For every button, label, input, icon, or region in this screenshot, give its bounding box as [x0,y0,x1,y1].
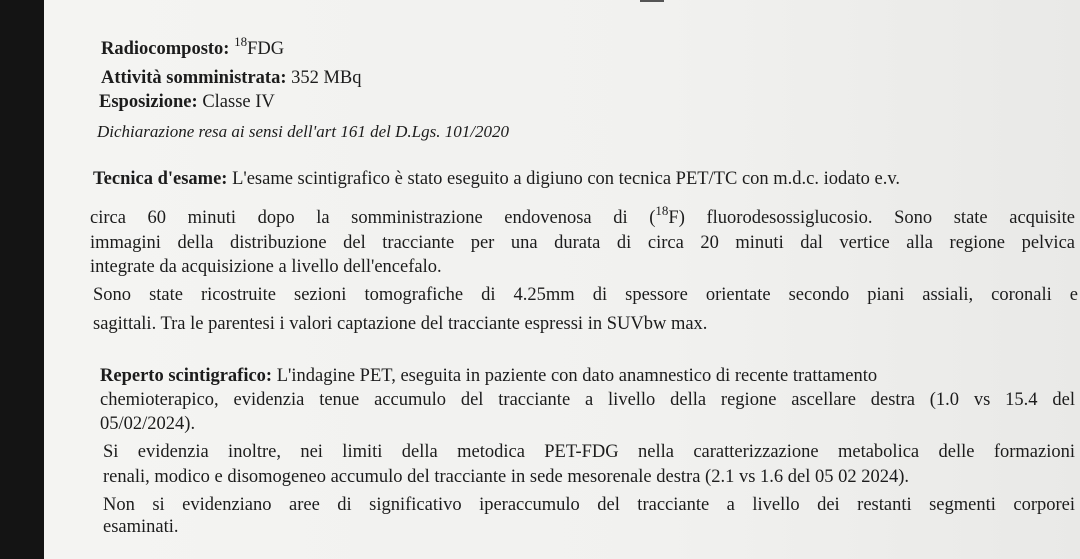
dichiarazione-text: Dichiarazione resa ai sensi dell'art 161 del D.Lgs. 101/2020 [97,122,509,141]
top-rule-line [640,0,664,2]
tecnica-line-4: integrate da acquisizione a livello dell'encefalo. [90,257,442,277]
esposizione-value: Classe IV [202,92,275,112]
esposizione-label: Esposizione: [99,92,198,112]
reperto-line-6: Non si evidenziano aree di significativo iperaccumulo del tracciante a livello dei restanti segmenti corporei [103,495,1075,515]
tecnica-text-1: L'esame scintigrafico è stato eseguito a digiuno con tecnica PET/TC con m.d.c. iodato e.v. [232,169,901,189]
attivita-label: Attività somministrata: [101,68,287,88]
reperto-text-1: L'indagine PET, eseguita in paziente con dato anamnestico di recente trattamento [276,366,878,386]
reperto-line-7: esaminati. [103,517,179,537]
tecnica-line-5: Sono state ricostruite sezioni tomografiche di 4.25mm di spessore orientate secondo piani assiali, coronali e [93,285,1078,305]
radiocomposto-isotope-mass: 18 [234,34,248,49]
tecnica-label: Tecnica d'esame: [93,169,228,189]
reperto-line-5: renali, modico e disomogeneo accumulo del tracciante in sede mesorenale destra (2.1 vs 1.6 del 05 02 2024). [103,467,910,487]
esposizione-line [99,91,275,113]
reperto-line-1 [100,365,1075,387]
dark-left-border [0,0,44,559]
tecnica-text-2a: circa 60 minuti dopo la somministrazione endovenosa di ( [90,208,656,228]
attivita-line [101,67,362,89]
reperto-line-3: 05/02/2024). [100,414,196,434]
tecnica-line-3: immagini della distribuzione del tracciante per una durata di circa 20 minuti dal vertice alla regione pelvica [90,233,1075,253]
radiocomposto-label: Radiocomposto: [101,39,230,59]
reperto-line-4: Si evidenzia inoltre, nei limiti della metodica PET-FDG nella caratterizzazione metabolica delle formazioni [103,442,1075,462]
tecnica-text-2b: F) fluorodesossiglucosio. Sono state acquisite [668,208,1075,228]
tecnica-line-6: sagittali. Tra le parentesi i valori captazione del tracciante espressi in SUVbw max. [93,314,708,334]
tecnica-line-1 [93,168,1073,190]
fluorine-mass-number: 18 [655,203,669,218]
radiocomposto-value: FDG [247,39,285,59]
radiocomposto-line [101,34,285,60]
attivita-value: 352 MBq [291,68,362,88]
tecnica-line-2 [90,203,1075,229]
reperto-label: Reperto scintigrafico: [100,366,273,386]
reperto-line-2: chemioterapico, evidenzia tenue accumulo del tracciante a livello della regione ascellare destra (1.0 vs 15.4 del [100,390,1075,410]
